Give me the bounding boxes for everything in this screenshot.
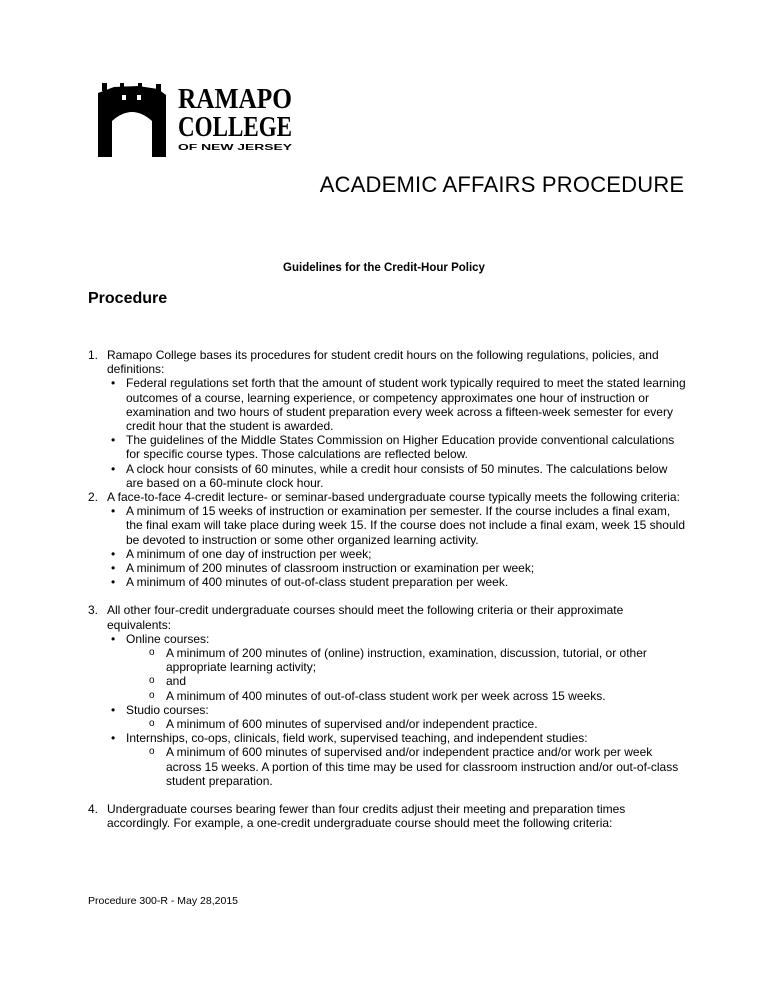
bullet-list [107, 632, 688, 788]
svg-text:OF NEW JERSEY: OF NEW JERSEY [178, 143, 294, 152]
sub-item: o A minimum of 200 minutes of (online) instruction, examination, discussion, tutorial, or other appropriate learning activity; [147, 646, 688, 674]
group-label: Online courses: [126, 631, 210, 646]
section-heading: Procedure [88, 290, 168, 307]
bullet-item: • A minimum of 200 minutes of classroom instruction or examination per week; [107, 561, 688, 575]
sub-item: o A minimum of 600 minutes of supervised and/or independent practice and/or work per week across 15 weeks. A portion of this time may be used for classroom instruction and/or out-of-class student preparation. [147, 745, 688, 788]
bullet-item: • A minimum of 15 weeks of instruction or examination per semester. If the course includes a final exam, the final exam will take place during week 15. If the course does not include a final exam, week 15 should be devoted to instruction or some other organized learning activity. [107, 504, 688, 547]
sub-list [126, 717, 688, 731]
sub-item: o A minimum of 400 minutes of out-of-class student work per week across 15 weeks. [147, 689, 688, 703]
item-number: 3. [88, 603, 99, 618]
sub-list [126, 646, 688, 703]
bullet-item: • A minimum of 400 minutes of out-of-class student preparation per week. [107, 575, 688, 589]
sub-item: o A minimum of 600 minutes of supervised and/or independent practice. [147, 717, 688, 731]
item-text: Ramapo College bases its procedures for student credit hours on the following regulations, policies, and definitions: [107, 348, 659, 377]
item-text: A face-to-face 4-credit lecture- or seminar-based undergraduate course typically meets the following criteria: [107, 490, 680, 505]
item-text: Undergraduate courses bearing fewer than four credits adjust their meeting and preparation times accordingly. For example, a one-credit undergraduate course should meet the following criteria: [107, 802, 626, 831]
procedure-list [88, 348, 688, 831]
list-item-2 [88, 490, 688, 589]
bullet-list [107, 504, 688, 589]
document-subtitle: Guidelines for the Credit-Hour Policy [283, 262, 485, 274]
bullet-item: • A clock hour consists of 60 minutes, while a credit hour consists of 50 minutes. The calculations below are based on a 60-minute clock hour. [107, 462, 688, 490]
item-number: 4. [88, 802, 99, 817]
bullet-item [107, 632, 688, 703]
page-footer: Procedure 300-R - May 28,2015 [88, 895, 238, 907]
list-item-1 [88, 348, 688, 490]
svg-text:RAMAPO: RAMAPO [178, 84, 292, 115]
group-label: Internships, co-ops, clinicals, field work, supervised teaching, and independent studies: [126, 731, 588, 746]
group-label: Studio courses: [126, 702, 209, 717]
spacer [88, 788, 688, 802]
item-number: 1. [88, 348, 99, 362]
sub-item: o and [147, 674, 688, 688]
sub-list [126, 745, 688, 788]
spacer [88, 589, 688, 603]
item-number: 2. [88, 490, 99, 505]
bullet-item: • The guidelines of the Middle States Commission on Higher Education provide conventional calculations for specific course types. Those calculations are reflected below. [107, 433, 688, 461]
bullet-item: • A minimum of one day of instruction per week; [107, 547, 688, 561]
bullet-item: • Federal regulations set forth that the amount of student work typically required to meet the stated learning outcomes of a course, learning experience, or competency approximates one hour of instruction or examination and two hours of student preparation every week across a fifteen-week semester for every credit hour that the student is awarded. [107, 376, 688, 433]
bullet-item [107, 731, 688, 788]
ramapo-college-logo [92, 83, 297, 157]
list-item-4 [88, 802, 688, 830]
list-item-3 [88, 603, 688, 788]
bullet-list [107, 376, 688, 490]
item-text: All other four-credit undergraduate courses should meet the following criteria or their approximate equivalents: [107, 603, 624, 632]
bullet-item [107, 703, 688, 731]
procedure-body [88, 348, 688, 831]
page-title: ACADEMIC AFFAIRS PROCEDURE [319, 172, 685, 197]
svg-text:COLLEGE: COLLEGE [178, 112, 292, 143]
